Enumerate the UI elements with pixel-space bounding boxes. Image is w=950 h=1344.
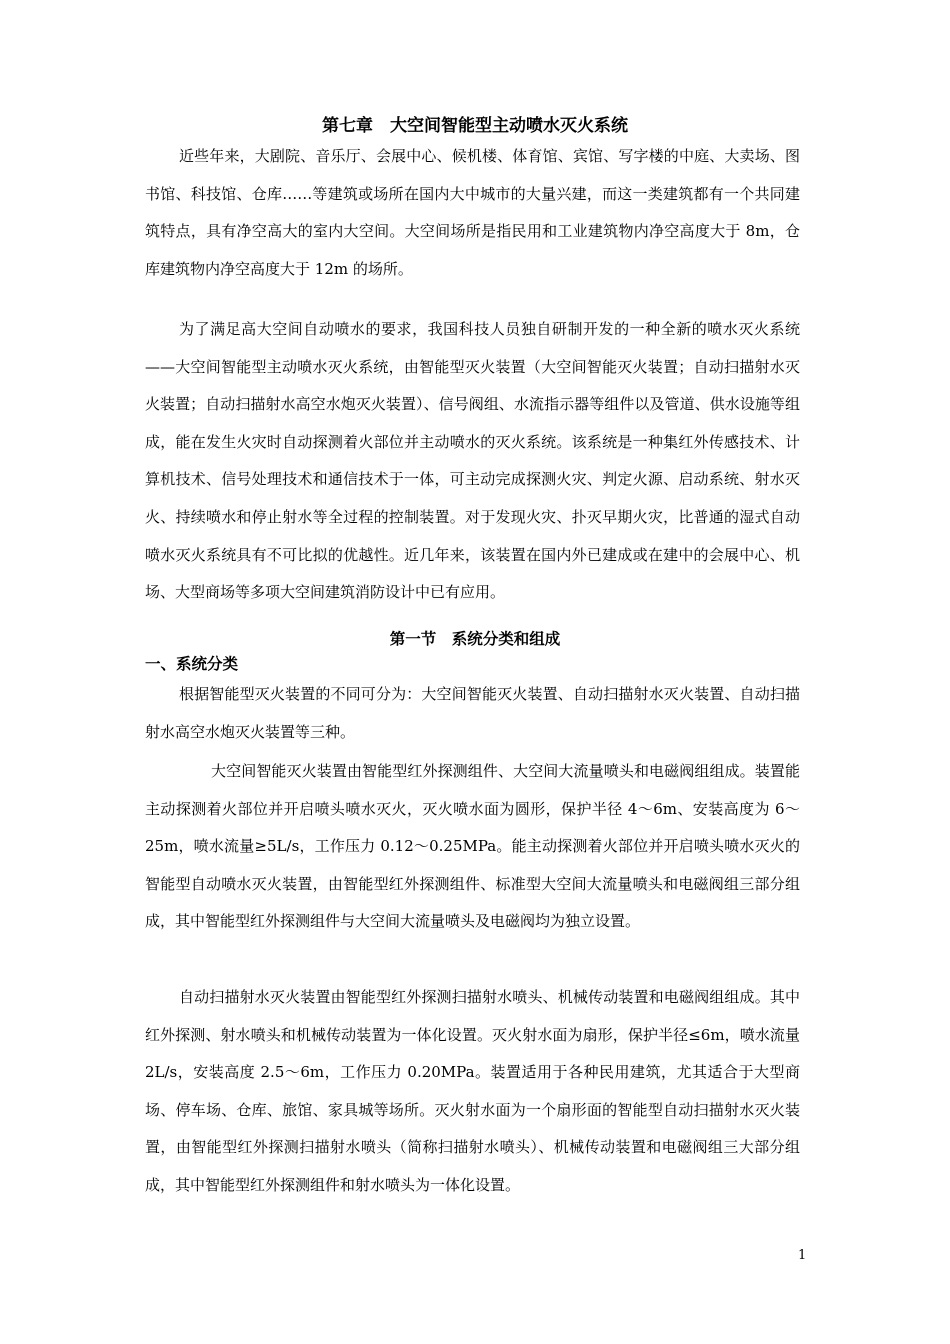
intro-paragraph-1: 近些年来，大剧院、音乐厅、会展中心、候机楼、体育馆、宾馆、写字楼的中庭、大卖场、图书馆、科技馆、仓库……等建筑或场所在国内大中城市的大量兴建，而这一类建筑都有一个共同建筑特点，具有净空高大的室内大空间。大空间场所是指民用和工业建筑物内净空高度大于 8m，仓库建筑物内净空高度大于 12m 的场所。 xyxy=(145,147,800,278)
subsection-title: 一、系统分类 xyxy=(145,654,239,673)
chapter-title: 第七章 大空间智能型主动喷水灭火系统 xyxy=(322,116,628,136)
section-paragraph-1: 根据智能型灭火装置的不同可分为：大空间智能灭火装置、自动扫描射水灭火装置、自动扫描射水高空水炮灭火装置等三种。 xyxy=(145,685,800,741)
intro-paragraph-2: 为了满足高大空间自动喷水的要求，我国科技人员独自研制开发的一种全新的喷水灭火系统——大空间智能型主动喷水灭火系统，由智能型灭火装置（大空间智能灭火装置；自动扫描射水灭火装置；自动扫描射水高空水炮灭火装置）、信号阀组、水流指示器等组件以及管道、供水设施等组成，能在发生火灾时自动探测着火部位并主动喷水的灭火系统。该系统是一种集红外传感技术、计算机技术、信号处理技术和通信技术于一体，可主动完成探测火灾、判定火源、启动系统、射水灭火、持续喷水和停止射水等全过程的控制装置。对于发现火灾、扑灭早期火灾，比普通的湿式自动喷水灭火系统具有不可比拟的优越性。近几年来，该装置在国内外已建成或在建中的会展中心、机场、大型商场等多项大空间建筑消防设计中已有应用。 xyxy=(145,320,800,602)
section-title: 第一节 系统分类和组成 xyxy=(389,629,561,648)
section-paragraph-3: 自动扫描射水灭火装置由智能型红外探测扫描射水喷头、机械传动装置和电磁阀组组成。其中红外探测、射水喷头和机械传动装置为一体化设置。灭火射水面为扇形，保护半径≤6m，喷水流量 2L/s，安装高度 2.5～6m，工作压力 0.20MPa。装置适用于各种民用建筑，尤其适合于大型商场、停车场、仓库、旅馆、家具城等场所。灭火射水面为一个扇形面的智能型自动扫描射水灭火装置，由智能型红外探测扫描射水喷头（简称扫描射水喷头）、机械传动装置和电磁阀组三大部分组成，其中智能型红外探测组件和射水喷头为一体化设置。 xyxy=(145,988,800,1194)
page-number: 1 xyxy=(798,1248,807,1263)
section-paragraph-2: 大空间智能灭火装置由智能型红外探测组件、大空间大流量喷头和电磁阀组组成。装置能主动探测着火部位并开启喷头喷水灭火，灭火喷水面为圆形，保护半径 4～6m、安装高度为 6～25m，喷水流量≥5L/s，工作压力 0.12～0.25MPa。能主动探测着火部位并开启喷头喷水灭火的智能型自动喷水灭火装置，由智能型红外探测组件、标准型大空间大流量喷头和电磁阀组三部分组成，其中智能型红外探测组件与大空间大流量喷头及电磁阀均为独立设置。 xyxy=(145,762,800,931)
